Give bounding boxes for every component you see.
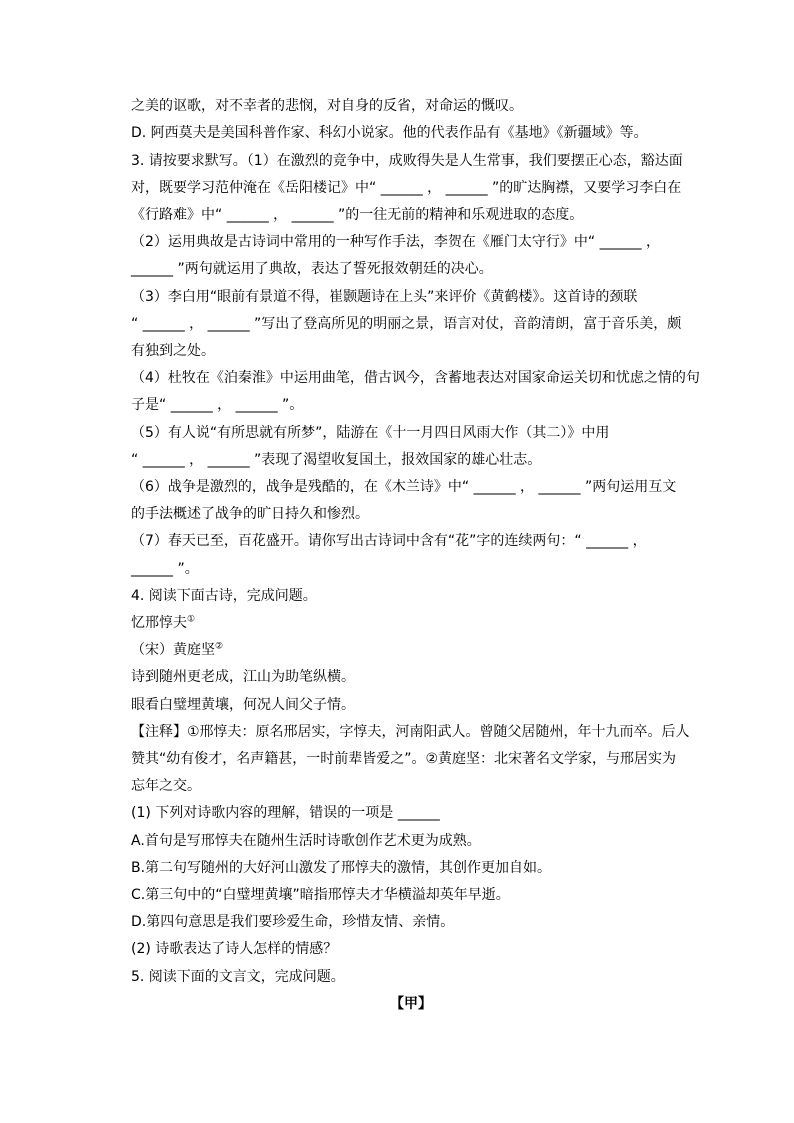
option-a: A.首句是写邢惇夫在随州生活时诗歌创作艺术更为成熟。: [131, 833, 481, 849]
poem-title-text: 忆邢惇夫: [131, 615, 187, 631]
poem-title: [131, 614, 691, 632]
section-heading-jia: 【甲】: [390, 996, 432, 1012]
annotation: 【注释】①邢惇夫：原名邢居实，字惇夫，河南阳武人。曾随父居随州，年十九而卒。后人: [131, 724, 690, 740]
footnote-mark-1: ①: [187, 614, 196, 625]
poem-line: 眼看白璧埋黄壤，何况人间父子情。: [131, 697, 355, 713]
text-line: “ ______ ， ______ ”表现了渴望收复国土，报效国家的雄心壮志。: [131, 452, 542, 468]
question-4-intro: 4. 阅读下面古诗，完成问题。: [131, 588, 317, 604]
annotation: 赞其“幼有俊才，名声籍甚，一时前辈皆爱之”。②黄庭坚：北宋著名文学家，与邢居实为: [131, 751, 677, 767]
annotation: 忘年之交。: [131, 778, 201, 794]
text-line: （6）战争是激烈的，战争是残酷的，在《木兰诗》中“ ______ ， ______ ”两句运用互文: [131, 479, 677, 495]
text-line: 对，既要学习范仲淹在《岳阳楼记》中“ ______ ， ______ ”的旷达胸襟，又要学习李白在: [131, 180, 682, 196]
text-line: （5）有人说“有所思就有所梦”，陆游在《十一月四日风雨大作（其二）》中用: [131, 425, 610, 441]
text-line: “ ______ ， ______ ”写出了登高所见的明丽之景，语言对仗，音韵清朗，富于音乐美，颇: [131, 316, 682, 332]
option-b: B.第二句写随州的大好河山激发了邢惇夫的激情，其创作更加自如。: [131, 860, 552, 876]
sub-question-1: (1) 下列对诗歌内容的理解，错误的一项是 ______: [131, 805, 440, 821]
text-line: D. 阿西莫夫是美国科普作家、科幻小说家。他的代表作品有《基地》《新疆域》等。: [131, 125, 648, 141]
poem-line: 诗到随州更老成，江山为助笔纵横。: [131, 669, 355, 685]
question-3-intro: 3. 请按要求默写。（1）在激烈的竞争中，成败得失是人生常事，我们要摆正心态，豁达面: [131, 153, 683, 169]
text-line: ______ ”两句就运用了典故，表达了誓死报效朝廷的决心。: [131, 261, 493, 277]
text-line: ______ ”。: [131, 561, 199, 577]
text-line: 子是“ ______ ， ______ ”。: [131, 397, 304, 413]
text-line: （3）李白用“眼前有景道不得，崔颢题诗在上头”来评价《黄鹤楼》。这首诗的颈联: [131, 289, 638, 305]
question-5-intro: 5. 阅读下面的文言文，完成问题。: [131, 969, 345, 985]
text-line: 的手法概述了战争的旷日持久和惨烈。: [131, 506, 369, 522]
text-line: （2）运用典故是古诗词中常用的一种写作手法，李贺在《雁门太守行》中“ ______ ，: [131, 234, 661, 250]
text-line: （4）杜牧在《泊秦淮》中运用曲笔，借古讽今，含蓄地表达对国家命运关切和忧虑之情的句: [131, 370, 700, 386]
text-line: 有独到之处。: [131, 343, 215, 359]
text-line: （7）春天已至，百花盛开。请你写出古诗词中含有“花”字的连续两句：“ ______ ，: [131, 533, 647, 549]
option-c: C.第三句中的“白璧埋黄壤”暗指邢惇夫才华横溢却英年早逝。: [131, 887, 510, 903]
text-line: 《行路难》中“ ______ ， ______ ”的一往无前的精神和乐观进取的态度。: [131, 207, 584, 223]
sub-question-2: (2) 诗歌表达了诗人怎样的情感？: [131, 941, 338, 957]
option-d: D.第四句意思是我们要珍爱生命，珍惜友情、亲情。: [131, 914, 455, 930]
poem-author-text: （宋）黄庭坚: [131, 642, 215, 658]
text-line: 之美的讴歌，对不幸者的悲悯，对自身的反省，对命运的慨叹。: [131, 98, 523, 114]
poem-author: [131, 641, 691, 659]
footnote-mark-2: ②: [215, 641, 224, 652]
